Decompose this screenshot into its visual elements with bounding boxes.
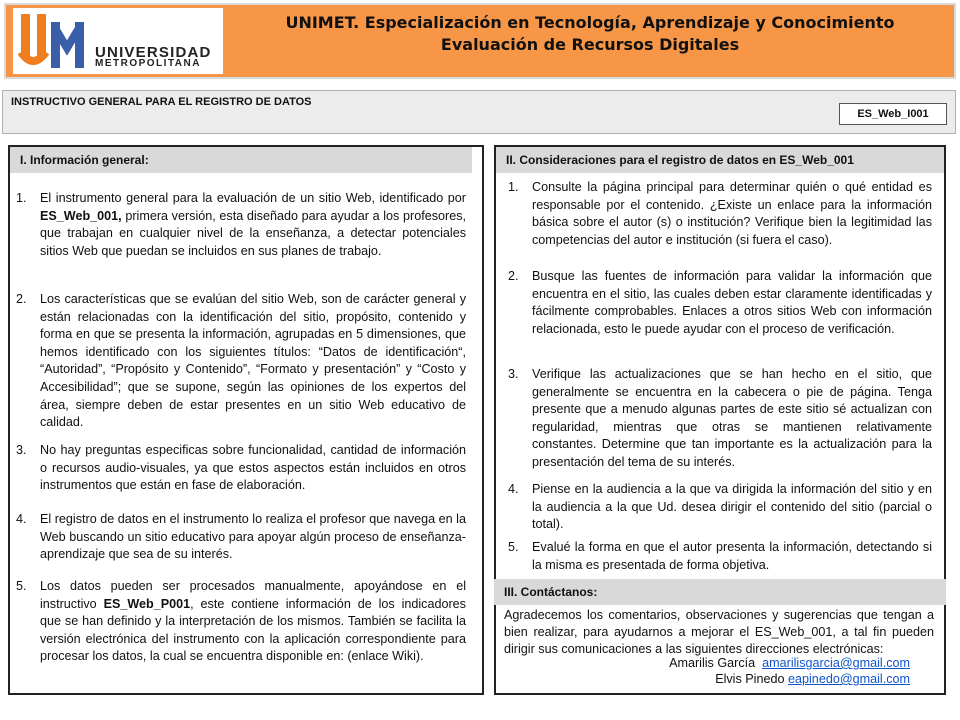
- item-text: Los datos pueden ser procesados manualmente, apoyándose en el instructivo: [40, 579, 466, 611]
- section-heading-contactanos: III. Contáctanos:: [494, 579, 946, 605]
- item-number: 4.: [16, 512, 27, 526]
- list-item: [16, 511, 466, 564]
- list-item: [16, 442, 466, 495]
- item-bold-text: ES_Web_P001: [103, 596, 191, 611]
- item-text: El registro de datos en el instrumento lo realiza el profesor que navega en la Web buscando un sitio educativo para apoyar algún proceso de enseñanza-aprendizaje que sea de su interés.: [40, 512, 466, 562]
- logo-line-2: METROPOLITANA: [95, 58, 201, 69]
- logo-line-1: UNIVERSIDAD: [95, 44, 212, 61]
- list-item: [508, 366, 932, 472]
- instructivo-title: INSTRUCTIVO GENERAL PARA EL REGISTRO DE DATOS: [11, 96, 312, 108]
- list-item: [508, 179, 932, 249]
- list-item: [16, 190, 466, 260]
- item-number: 1.: [16, 191, 27, 205]
- contact-line-1: [669, 655, 910, 672]
- contact-name: Amarilis García: [669, 656, 756, 670]
- document-code-badge: ES_Web_I001: [839, 103, 947, 125]
- list-item: [508, 539, 932, 574]
- item-bold-text: ES_Web_001,: [40, 208, 122, 223]
- item-text: , este contiene información de los indicadores que se han definido y la interpretación de los mismos. También se facilita la versión electrónica del instrumento con la aplicación correspondiente para procesar los datos, la cual se encuentra disponible en: (enlace Wiki).: [40, 596, 466, 664]
- item-number: 5.: [508, 540, 519, 554]
- university-logo: [13, 8, 223, 74]
- list-item: [508, 268, 932, 338]
- item-number: 1.: [508, 180, 519, 194]
- contact-email-link[interactable]: eapinedo@gmail.com: [788, 672, 910, 686]
- item-text: Consulte la página principal para determinar quién o qué entidad es responsable por el contenido. ¿Existe un enlace para la información básica sobre el autor (s) o institución? Verifique bien la legitimidad las competencias del autor e institución (si fuera el caso).: [532, 180, 932, 247]
- panel-informacion-general: [8, 145, 484, 695]
- page-title: UNIMET. Especialización en Tecnología, Aprendizaje y Conocimiento: [285, 13, 895, 32]
- unimet-logo-icon: [13, 8, 93, 74]
- contact-email-link[interactable]: amarilisgarcia@gmail.com: [762, 656, 910, 670]
- item-number: 2.: [16, 292, 27, 306]
- item-text: Busque las fuentes de información para validar la información que encuentra en el sitio, las cuales deben estar claramente identificadas y fácilmente comprobables. Enlaces a otros sitios Web con información relacionada, esto le puede ayudar con el proceso de verificación.: [532, 269, 932, 336]
- page-subtitle: Evaluación de Recursos Digitales: [440, 35, 740, 54]
- item-number: 2.: [508, 269, 519, 283]
- list-item: [16, 578, 466, 666]
- section-heading-consideraciones: II. Consideraciones para el registro de datos en ES_Web_001: [496, 147, 944, 173]
- list-item: [16, 291, 466, 432]
- item-text: Verifique las actualizaciones que se han hecho en el sitio, que generalmente se encuentra en la cabecera o pie de página. Tenga presente que a menudo algunas partes de este sitio sé actualizan con regularidad, mientras que otras se mantienen relativamente constantes. Determine que tan importante es la actualización para la presentación del tema de su interés.: [532, 367, 932, 469]
- item-number: 3.: [508, 367, 519, 381]
- item-text: Piense en la audiencia a la que va dirigida la información del sitio y en la audiencia a la que Ud. desea dirigir el contenido del sitio (parcial o total).: [532, 482, 932, 532]
- page-header: [4, 3, 956, 79]
- section-heading-general: I. Información general:: [10, 147, 472, 173]
- contact-text: Agradecemos los comentarios, observaciones y sugerencias que tengan a bien realizar, para ayudarnos a mejorar el ES_Web_001, a tal fin pueden dirigir sus comunicaciones a las siguientes direcciones electrónicas:: [504, 608, 934, 656]
- item-text: primera versión, esta diseñado para ayudar a los profesores, que trabajan en cualquier nivel de la enseñanza, a detectar potenciales sitios Web que puedan se incluidos en sus planes de trabajo.: [40, 208, 466, 258]
- header-titles: [224, 12, 956, 56]
- item-text: Evalué la forma en que el autor presenta la información, detectando si la misma es presentada de forma objetiva.: [532, 540, 932, 572]
- item-text: No hay preguntas especificas sobre funcionalidad, cantidad de información o recursos audio-visuales, ya que estos aspectos están incluidos en otros instrumentos que están en fase de elaboración.: [40, 443, 466, 493]
- panel-consideraciones: [494, 145, 946, 695]
- contact-line-2: [715, 671, 910, 688]
- instructivo-bar: [2, 90, 956, 134]
- item-text: El instrumento general para la evaluación de un sitio Web, identificado por: [40, 191, 466, 205]
- contact-name: Elvis Pinedo: [715, 672, 785, 686]
- list-item: [508, 481, 932, 534]
- item-number: 5.: [16, 579, 27, 593]
- item-text: Los características que se evalúan del sitio Web, son de carácter general y están relacionadas con la identificación del sitio, propósito, contenido y forma en que se presenta la información, agrupadas en 5 dimensiones, que hemos identificado con los siguientes títulos: “Datos de identificación“, “Autoridad”, “Propósito y Contenido”, “Formato y presentación” y “Costo y Accesibilidad”; que se supone, según las opiniones de los expertos del área, siempre deben de estar presentes en un sitio Web educativo de calidad.: [40, 292, 466, 430]
- item-number: 3.: [16, 443, 27, 457]
- item-number: 4.: [508, 482, 519, 496]
